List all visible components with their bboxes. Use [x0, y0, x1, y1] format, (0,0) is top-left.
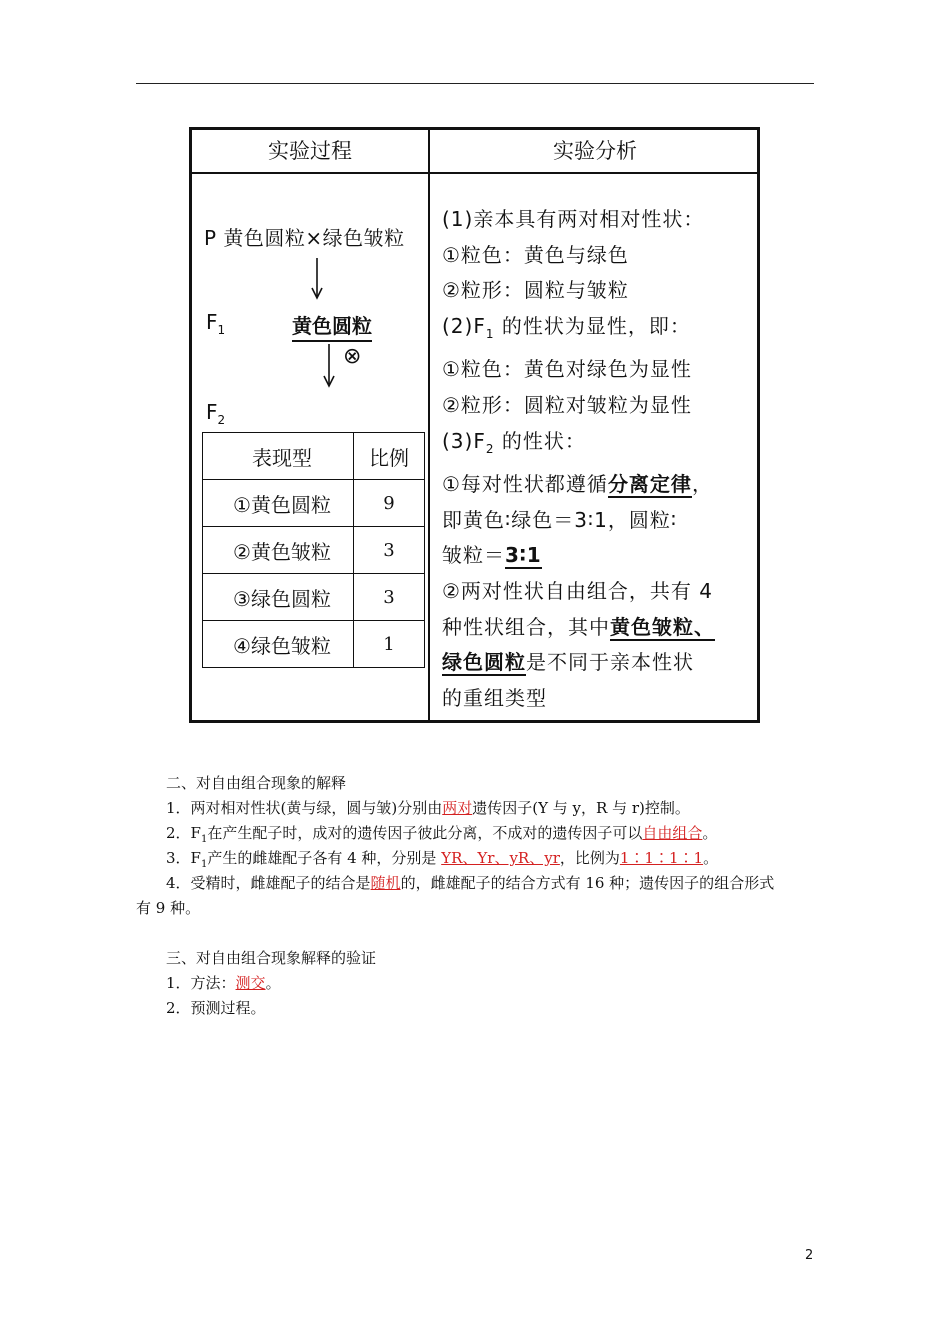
header-rule	[136, 83, 814, 84]
experiment-figure	[189, 127, 760, 723]
analysis-line: 即黄色∶绿色＝3∶1，圆粒∶	[442, 507, 678, 532]
selfing-icon: ⊗	[343, 344, 362, 369]
column-header: 表现型	[203, 433, 354, 480]
down-arrow-icon	[310, 258, 324, 300]
ratio-cell: 9	[354, 480, 425, 527]
table-row	[203, 480, 425, 527]
column-header: 比例	[354, 433, 425, 480]
analysis-line: ②粒形：圆粒与皱粒	[442, 278, 629, 303]
header-analysis: 实验分析	[553, 139, 637, 163]
section2-item1: 1．两对相对性状(黄与绿，圆与皱)分别由两对遗传因子(Y 与 y，R 与 r)控制。	[166, 799, 690, 817]
analysis-line: $(2)F_1$ 的性状为显性，即：	[442, 313, 691, 341]
section2-item4: 4．受精时，雌雄配子的结合是随机的，雌雄配子的结合方式有 16 种；遗传因子的组合形式 有 9 种。	[136, 874, 775, 917]
answer-blank: 黄色皱粒、	[610, 614, 715, 639]
table-row	[203, 574, 425, 621]
section3-item1: 1．方法：测交。	[166, 974, 281, 992]
page-number: 2	[805, 1248, 814, 1263]
section2-title: 二、对自由组合现象的解释	[166, 774, 347, 792]
ratio-cell: 1	[354, 621, 425, 668]
figure-header-rule	[192, 172, 757, 174]
f1-label: $F_1$	[206, 310, 226, 337]
table-row	[203, 527, 425, 574]
answer-blank: 分离定律	[607, 472, 692, 497]
analysis-text	[442, 202, 754, 716]
ratio-cell: 3	[354, 527, 425, 574]
analysis-line: ①粒色：黄色与绿色	[442, 242, 629, 267]
answer-blank: YR、Yr、yR、yr	[441, 849, 560, 867]
parent-cross: P 黄色圆粒×绿色皱粒	[204, 226, 405, 250]
analysis-line: (1)亲本具有两对相对性状：	[442, 207, 705, 231]
analysis-line: 种性状组合，其中黄色皱粒、	[442, 614, 715, 639]
analysis-line: 的重组类型	[442, 685, 547, 710]
section2-item2: 2．$F_1$在产生配子时，成对的遗传因子彼此分离，不成对的遗传因子可以自由组合。	[166, 824, 718, 845]
f1-phenotype: 黄色圆粒	[292, 310, 372, 342]
phenotype-cell: ④绿色皱粒	[203, 621, 354, 668]
answer-blank: 自由组合	[642, 824, 703, 842]
table-row	[203, 621, 425, 668]
analysis-line: 绿色圆粒是不同于亲本性状	[442, 650, 694, 675]
analysis-line: ②粒形：圆粒对皱粒为显性	[442, 392, 692, 417]
f2-label: $F_2$	[206, 400, 226, 427]
section3-item2: 2．预测过程。	[166, 999, 266, 1017]
ratio-cell: 3	[354, 574, 425, 621]
analysis-line: ①每对性状都遵循分离定律，	[442, 472, 713, 497]
analysis-line: 皱粒＝3∶1	[442, 543, 542, 568]
answer-blank: 测交	[235, 974, 266, 992]
f2-phenotype-table	[202, 432, 425, 668]
answer-blank: 绿色圆粒	[442, 650, 526, 675]
section2-item3: 3．$F_1$产生的雌雄配子各有 4 种，分别是 YR、Yr、yR、yr，比例为1∶1∶1∶1。	[166, 849, 719, 870]
answer-blank: 3∶1	[505, 543, 542, 568]
section3-title: 三、对自由组合现象解释的验证	[166, 949, 377, 967]
answer-blank: 1∶1∶1∶1	[619, 849, 704, 867]
analysis-line: ①粒色：黄色对绿色为显性	[442, 357, 692, 382]
phenotype-cell: ②黄色皱粒	[203, 527, 354, 574]
analysis-line: ②两对性状自由组合，共有 4	[442, 578, 714, 603]
analysis-line: $(3)F_2$ 的性状：	[442, 428, 586, 456]
phenotype-cell: ①黄色圆粒	[203, 480, 354, 527]
phenotype-cell: ③绿色圆粒	[203, 574, 354, 621]
down-arrow-icon	[322, 344, 336, 388]
figure-divider	[428, 130, 430, 720]
answer-blank: 随机	[370, 874, 401, 892]
answer-blank: 两对	[442, 799, 473, 817]
header-process: 实验过程	[268, 139, 352, 163]
table-header-row	[203, 433, 425, 480]
